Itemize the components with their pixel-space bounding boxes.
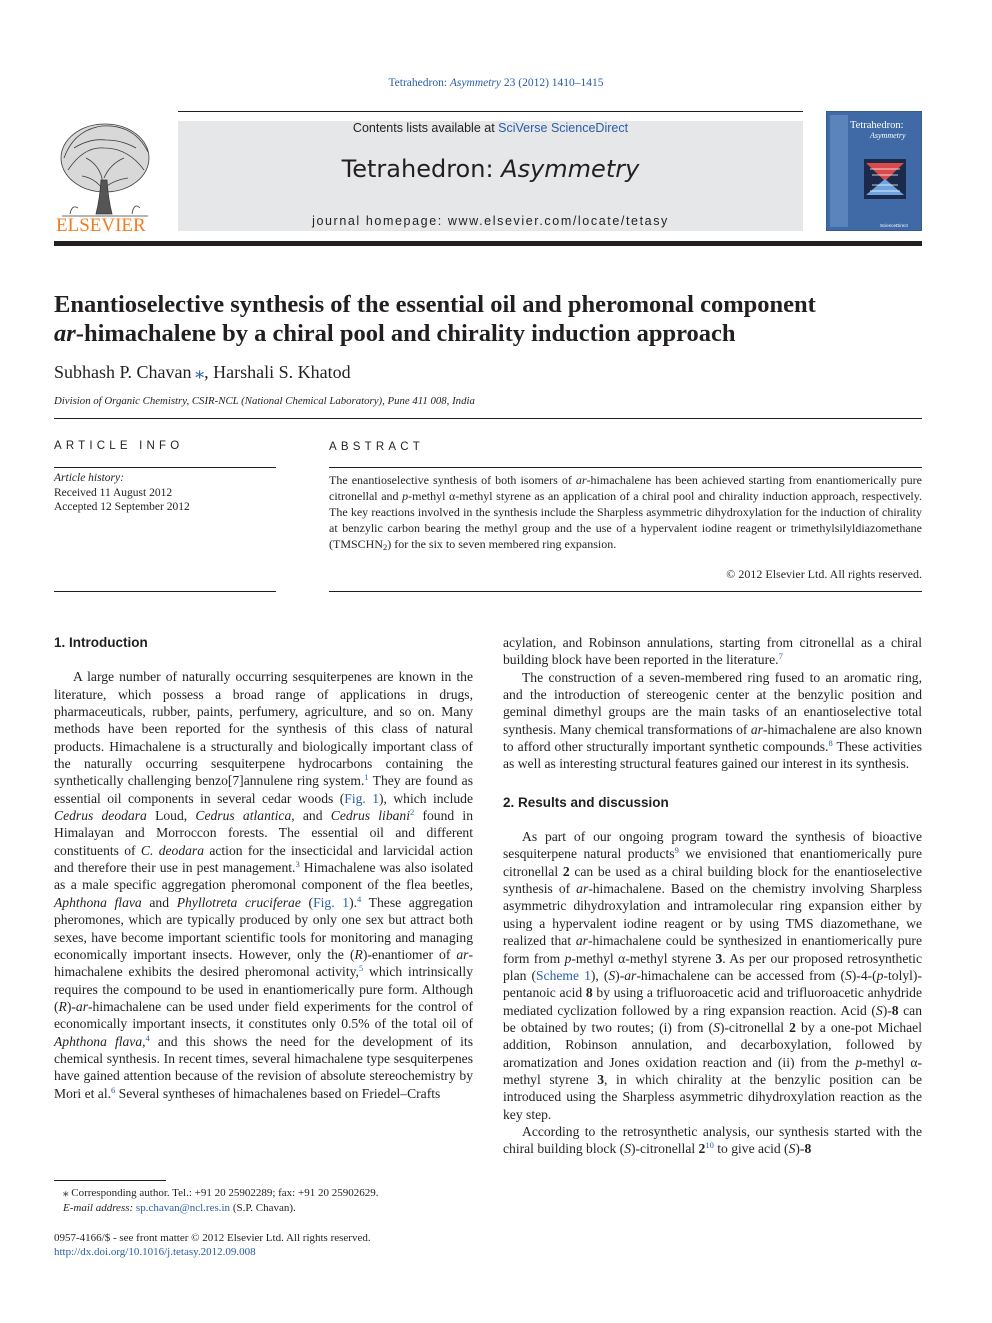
results-paragraph: As part of our ongoing program toward the synthesis of bioactive sesquiterpene natural products$^9$ we envisioned that enantiomerically pure citronellal 2 can be used as a chiral building block for the enantioselective synthesis of ar-himachalene. Based on the chemistry involving Sharpless asymmetric dihydroxylation and intramolecular ring expansion either by using a hypervalent iodine reagent or by using TMS diazomethane, we realized that ar-himachalene could be synthesized in enantiomerically pure form from p-methyl α-methyl styrene 3. As per our proposed retrosynthetic plan (Scheme 1), (S)-ar-himachalene can be accessed from (S)-4-(p-tolyl)-pentanoic acid 8 by using a trifluoroacetic acid and trifluoroacetic anhydride mediated cyclization followed by a ring expansion reaction. Acid (S)-8 can be obtained by two routes; (i) from (S)-citronellal 2 by a one-pot Michael addition, Robinson annulation, and decarboxylation, followed by aromatization and Jones oxidation reaction and (ii) from the p-methyl α-methyl styrene 3, in which chirality at the benzylic position can be introduced using the Sharpless asymmetric dihydroxylation reaction as the key step.	[503, 829, 922, 1122]
corresponding-author-footnote: ⁎ Corresponding author. Tel.: +91 20 25902289; fax: +91 20 25902629. E-mail address: sp.chavan@ncl.res.in (S.P. Chavan).	[63, 1187, 379, 1214]
intro-paragraph: The construction of a seven-membered ring fused to an aromatic ring, and the introduction of stereogenic center at the benzylic position and geminal dimethyl groups are the main tasks of an enantioselective total synthesis. Many chemical transformations of ar-himachalene are also known to afford other structurally important synthetic compounds.$^8$ These activities as well as interesting structural features gained our interest in its synthesis.	[503, 669, 923, 772]
journal-citation[interactable]: Tetrahedron: Asymmetry 23 (2012) 1410–1415	[388, 77, 604, 89]
svg-text:Tetrahedron:: Tetrahedron:	[850, 120, 904, 131]
author-2: Harshali S. Khatod	[213, 362, 351, 382]
intro-paragraph: A large number of naturally occurring sesquiterpenes are known in the literature, which possess a broad range of applications in drugs, pharmaceuticals, rubber, paints, perfumery, agriculture, and so on. Many methods have been reported for the synthesis of this class of natural products. Himachalene is a structurally and biologically important class of the naturally occurring sesquiterpene hydrocarbons containing the synthetically challenging benzo[7]annulene ring system.$^1$ They are found as essential oil components in several cedar woods (Fig. 1), which include Cedrus deodara Loud, Cedrus atlantica, and Cedrus libani$^2$ found in Himalayan and Morroccon forests. The essential oil and different constituents of C. deodara action for the insecticidal and larvicidal action and therefore their use in pest management.$^3$ Himachalene was also isolated as a male specific aggregation pheromonal component of the flea beetles, Aphthona flava and Phyllotreta cruciferae (Fig. 1).$^4$ These aggregation pheromones, which are typically produced by only one sex but attract both sexes, have become important scientific tools for monitoring and managing economically important insects. However, only the (R)-enantiomer of ar-himachalene exhibits the desired pheromonal activity,$^5$ which intrinsically requires the compound to be used in enantiomerically pure form. Although (R)-ar-himachalene can be used under field experiments for the control of economically important insects, it constitutes only 0.5% of the total oil of Aphthona flava,$^4$ and this shows the need for the development of its chemical synthesis. In recent times, several himachalene type sesquiterpenes have gained attention because of the revision of absolute stereochemistry by Mori et al.$^6$ Several syntheses of himachalenes based on Friedel–Crafts	[54, 669, 474, 1101]
elsevier-tree-icon	[54, 118, 156, 236]
accepted-date: Accepted 12 September 2012	[54, 501, 190, 513]
footnote-rule	[54, 1180, 166, 1181]
sciencedirect-link[interactable]: SciVerse ScienceDirect	[498, 121, 629, 135]
title-rule	[54, 418, 922, 419]
received-date: Received 11 August 2012	[54, 486, 173, 499]
article-info-rule-top	[54, 467, 276, 468]
abstract-rule-top	[329, 467, 922, 468]
header-rule	[54, 241, 922, 246]
contents-availability: Contents lists available at SciVerse ScienceDirect	[352, 121, 629, 135]
results-paragraph: According to the retrosynthetic analysis, our synthesis started with the chiral building block (S)-citronellal $2^{10}$ to give acid (S)-8	[503, 1123, 922, 1157]
body-column-right	[503, 634, 922, 1158]
issn-line: 0957-4166/$ - see front matter © 2012 Elsevier Ltd. All rights reserved.	[54, 1232, 371, 1244]
article-info-rule-bottom	[54, 591, 276, 592]
svg-text:Asymmetry: Asymmetry	[870, 131, 906, 140]
abstract-text: The enantioselective synthesis of both isomers of ar-himachalene has been achieved starting from enantiomerically pure citronellal and p-methyl α-methyl styrene as an application of a chiral pool and chirality induction approach, respectively. The key reactions involved in the synthesis include the Sharpless asymmetric dihydroxylation for the induction of chirality at benzylic carbon bearing the methyl group and the use of a hypervalent iodine reagent or trimethylsilyldiazomethane $(TMSCHN_2)$ for the six to seven membered ring expansion.	[329, 473, 922, 553]
svg-text:ELSEVIER: ELSEVIER	[56, 215, 146, 236]
journal-homepage: journal homepage: www.elsevier.com/locate/tetasy	[312, 214, 669, 228]
elsevier-logo	[54, 118, 156, 236]
author-list: Subhash P. Chavan ⁎, Harshali S. Khatod	[54, 362, 351, 382]
journal-cover-icon	[826, 111, 922, 231]
masthead-top-rule	[178, 111, 803, 112]
svg-text:ScienceDirect: ScienceDirect	[880, 223, 908, 228]
doi-link[interactable]: http://dx.doi.org/10.1016/j.tetasy.2012.09.008	[54, 1246, 256, 1258]
author-email-link[interactable]: sp.chavan@ncl.res.in	[135, 1201, 231, 1214]
article-title: Enantioselective synthesis of the essential oil and pheromonal component ar-himachalene by a chiral pool and chirality induction approach	[54, 291, 816, 347]
article-history: Article history: Received 11 August 2012 Accepted 12 September 2012	[54, 472, 190, 513]
section-heading-introduction: 1. Introduction	[54, 635, 148, 650]
intro-paragraph-continued: acylation, and Robinson annulations, starting from citronellal as a chiral building block have been reported in the literature.$^7$	[503, 635, 922, 668]
journal-name: Tetrahedron: Asymmetry	[341, 155, 640, 183]
front-matter	[54, 1231, 371, 1259]
copyright-notice: © 2012 Elsevier Ltd. All rights reserved.	[726, 567, 922, 581]
author-1: Subhash P. Chavan	[54, 362, 192, 382]
homepage-link[interactable]: www.elsevier.com/locate/tetasy	[447, 214, 669, 228]
section-heading-results: 2. Results and discussion	[503, 794, 669, 810]
abstract-rule-bottom	[329, 591, 922, 592]
body-column-left	[54, 634, 473, 1102]
affiliation: Division of Organic Chemistry, CSIR-NCL (National Chemical Laboratory), Pune 411 008, India	[54, 395, 475, 407]
abstract-heading: ABSTRACT	[329, 441, 424, 453]
article-info-heading: ARTICLE INFO	[54, 440, 184, 452]
corresponding-author-marker[interactable]: ⁎	[195, 362, 205, 382]
journal-cover-thumbnail[interactable]	[826, 111, 922, 231]
